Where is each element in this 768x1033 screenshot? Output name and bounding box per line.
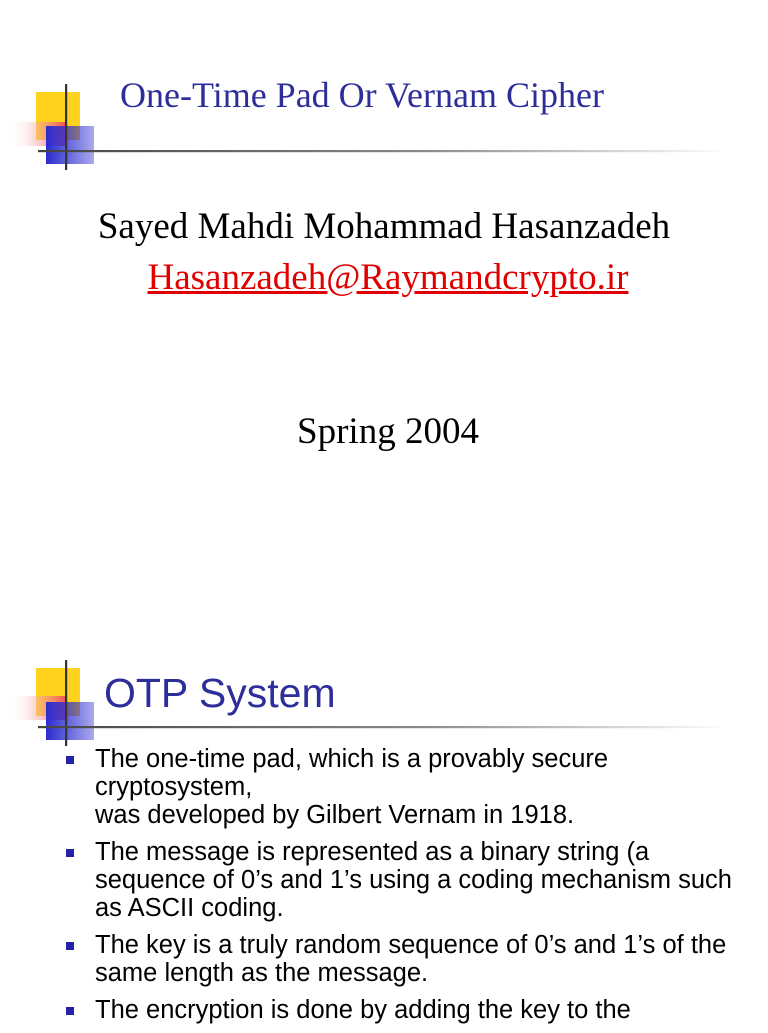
list-item <box>0 838 768 922</box>
deco-horizontal-line <box>38 150 728 152</box>
square-bullet-icon <box>66 756 74 764</box>
bullet-text: The message is represented as a binary string (a sequence of 0’s and 1’s using a coding mechanism such as ASCII coding. <box>95 838 732 922</box>
square-bullet-icon <box>66 942 74 950</box>
square-bullet-icon <box>66 849 74 857</box>
deco-horizontal-line <box>38 726 728 728</box>
bullet-list <box>0 745 768 1033</box>
email-link[interactable]: Hasanzadeh@Raymandcrypto.ir <box>147 257 629 298</box>
presentation-date: Spring 2004 <box>297 411 479 452</box>
square-bullet-icon <box>66 1007 74 1015</box>
bullet-text: The key is a truly random sequence of 0’s and 1’s of the same length as the message. <box>95 931 727 987</box>
slide-title: One-Time Pad Or Vernam Cipher <box>120 75 604 115</box>
deco-vertical-line <box>65 84 67 170</box>
bullet-text: The encryption is done by adding the key to the <box>95 996 631 1024</box>
list-item <box>0 745 768 829</box>
bullet-text: The one-time pad, which is a provably secure cryptosystem, was developed by Gilbert Vernam in 1918. <box>95 745 609 829</box>
slide-title: OTP System <box>104 670 336 716</box>
deco-blue-square <box>46 702 94 740</box>
deco-blue-square <box>46 126 94 164</box>
author-name: Sayed Mahdi Mohammad Hasanzadeh <box>97 206 671 247</box>
list-item <box>0 996 768 1024</box>
list-item <box>0 931 768 987</box>
deco-vertical-line <box>65 660 67 746</box>
